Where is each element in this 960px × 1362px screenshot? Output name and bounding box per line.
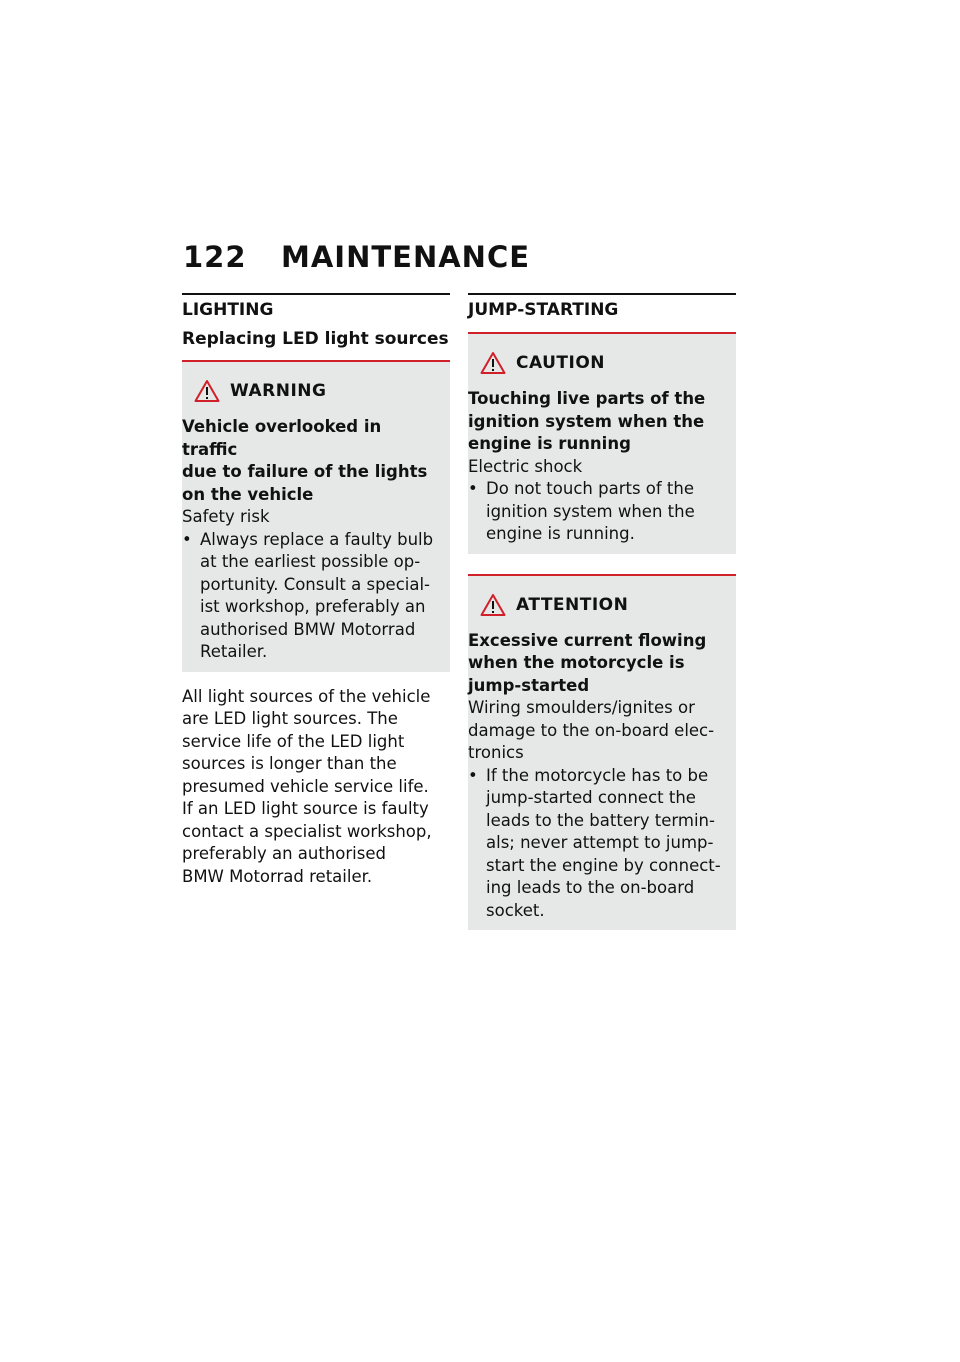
risk-text: Safety risk: [182, 507, 270, 526]
text-line: start the engine by connect-: [486, 855, 721, 875]
bullet-item: [468, 478, 728, 546]
text-line: If the motorcycle has to be: [486, 765, 709, 785]
section-title-jump-starting: JUMP-STARTING: [468, 300, 619, 320]
text-line: All light sources of the vehicle: [182, 686, 431, 706]
text-line: ing leads to the on-board: [486, 878, 695, 897]
right-column: [468, 293, 736, 930]
text-line: leads to the battery termin-: [486, 810, 715, 830]
text-line: sources is longer than the: [182, 754, 397, 773]
notice-title: [468, 630, 728, 698]
text-line: authorised BMW Motorrad: [200, 619, 416, 639]
text-line: engine is running: [468, 434, 631, 453]
text-line: Wiring smoulders/ignites or: [468, 698, 695, 717]
text-line: damage to the on-board elec-: [468, 720, 715, 740]
text-line: ist workshop, preferably an: [200, 597, 426, 616]
text-line: Excessive current flowing: [468, 630, 707, 650]
bullet-item: [182, 529, 442, 664]
bullet-item: [468, 765, 728, 923]
text-line: contact a specialist workshop,: [182, 821, 432, 841]
bullet-icon: •: [468, 479, 478, 498]
text-line: Do not touch parts of the: [486, 479, 695, 498]
section-divider: [468, 293, 736, 295]
page-header: [183, 240, 530, 274]
chapter-title: MAINTENANCE: [281, 240, 531, 274]
text-line: If an LED light source is faulty: [182, 799, 429, 818]
bullet-icon: •: [468, 765, 478, 785]
attention-box: [468, 574, 736, 931]
text-line: service life of the LED light: [182, 731, 405, 751]
text-line: Touching live parts of the: [468, 389, 706, 408]
text-line: BMW Motorrad retailer.: [182, 866, 373, 886]
body-paragraph: [182, 686, 450, 889]
text-line: engine is running.: [486, 524, 635, 543]
notice-title: [182, 416, 442, 506]
text-line: jump-started connect the: [486, 788, 696, 807]
text-line: tronics: [468, 743, 524, 762]
warning-triangle-icon: [480, 593, 506, 617]
text-line: Retailer.: [200, 642, 268, 661]
text-line: Always replace a faulty bulb: [200, 529, 434, 549]
warning-box: [182, 360, 450, 672]
caution-box: [468, 332, 736, 554]
notice-label: WARNING: [230, 381, 327, 401]
text-line: portunity. Consult a special-: [200, 574, 431, 594]
risk-text: Electric shock: [468, 456, 583, 476]
text-line: on the vehicle: [182, 484, 314, 504]
text-line: at the earliest possible op-: [200, 552, 421, 571]
bullet-icon: •: [182, 529, 192, 549]
left-column: [182, 293, 450, 888]
text-line: ignition system when the: [486, 501, 695, 521]
text-line: ignition system when the: [468, 411, 705, 431]
text-line: jump-started: [468, 675, 590, 695]
subsection-title: Replacing LED light sources: [182, 329, 449, 349]
notice-title: [468, 388, 728, 456]
warning-triangle-icon: [194, 379, 220, 403]
text-line: Vehicle overlooked in traffic: [182, 417, 382, 459]
section-title-lighting: LIGHTING: [182, 300, 274, 320]
section-divider: [182, 293, 450, 295]
notice-label: CAUTION: [516, 353, 606, 373]
text-line: preferably an authorised: [182, 844, 386, 863]
text-line: due to failure of the lights: [182, 462, 428, 481]
text-line: als; never attempt to jump-: [486, 833, 714, 852]
page-number: 122: [183, 240, 247, 274]
notice-label: ATTENTION: [516, 594, 629, 615]
text-line: socket.: [486, 900, 545, 920]
risk-text: [468, 697, 728, 765]
text-line: presumed vehicle service life.: [182, 776, 429, 796]
text-line: when the motorcycle is: [468, 653, 685, 672]
warning-triangle-icon: [480, 351, 506, 375]
text-line: are LED light sources. The: [182, 709, 398, 728]
